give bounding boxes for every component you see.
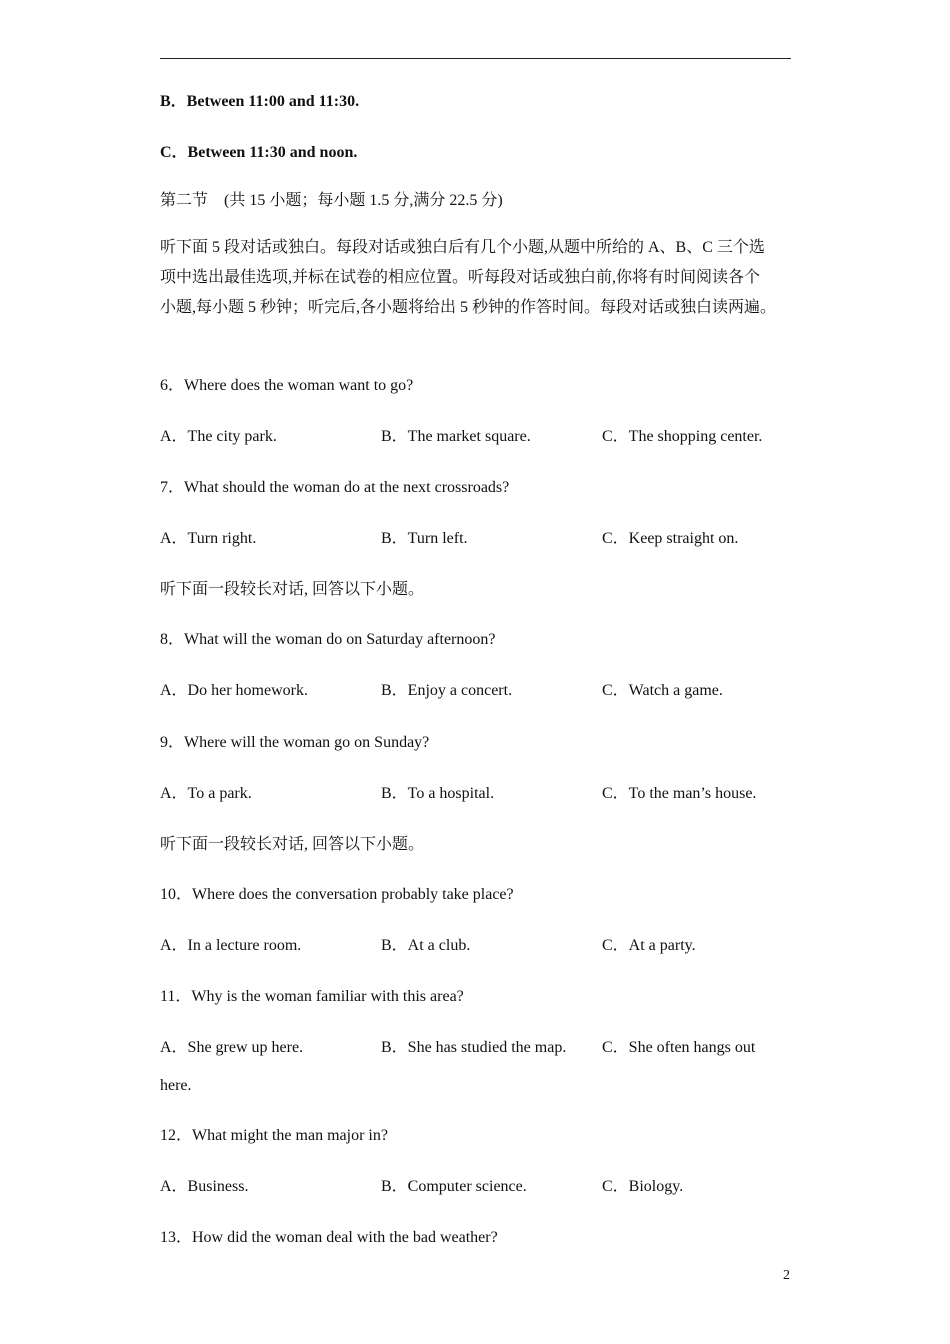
question-11: 11．Why is the woman familiar with this area? [160, 988, 464, 1005]
q12-option-a: A．Business. [160, 1178, 249, 1195]
q9-option-a: A．To a park. [160, 785, 252, 802]
option-c-prev: C．Between 11:30 and noon. [160, 144, 358, 161]
q10-option-b: B．At a club. [381, 937, 471, 954]
q11-option-c: C．She often hangs out [602, 1039, 756, 1056]
dialog-note-1: 听下面一段较长对话, 回答以下小题。 [160, 581, 425, 598]
q10-option-a: A．In a lecture room. [160, 937, 302, 954]
q6-option-c: C．The shopping center. [602, 428, 763, 445]
q8-option-b: B．Enjoy a concert. [381, 682, 513, 699]
q6-option-b: B．The market square. [381, 428, 531, 445]
q12-option-c: C．Biology. [602, 1178, 684, 1195]
section-title: 第二节 (共 15 小题；每小题 1.5 分,满分 22.5 分) [160, 192, 503, 209]
q7-option-c: C．Keep straight on. [602, 530, 739, 547]
q7-option-b: B．Turn left. [381, 530, 468, 547]
question-6: 6．Where does the woman want to go? [160, 377, 414, 394]
page-number: 2 [783, 1268, 790, 1283]
question-10: 10．Where does the conversation probably take place? [160, 886, 514, 903]
header-rule [160, 58, 791, 59]
q11-option-b: B．She has studied the map. [381, 1039, 567, 1056]
q10-option-c: C．At a party. [602, 937, 696, 954]
question-7: 7．What should the woman do at the next crossroads? [160, 479, 510, 496]
question-9: 9．Where will the woman go on Sunday? [160, 734, 430, 751]
q9-option-c: C．To the man’s house. [602, 785, 757, 802]
instruction-line-1: 听下面 5 段对话或独白。每段对话或独白后有几个小题,从题中所给的 A、B、C 三个选 [160, 239, 765, 256]
q12-option-b: B．Computer science. [381, 1178, 527, 1195]
q11-option-a: A．She grew up here. [160, 1039, 304, 1056]
question-13: 13．How did the woman deal with the bad weather? [160, 1229, 498, 1246]
option-b-prev: B．Between 11:00 and 11:30. [160, 93, 360, 110]
q8-option-c: C．Watch a game. [602, 682, 723, 699]
q8-option-a: A．Do her homework. [160, 682, 308, 699]
question-12: 12．What might the man major in? [160, 1127, 388, 1144]
q6-option-a: A．The city park. [160, 428, 277, 445]
instruction-line-2: 项中选出最佳选项,并标在试卷的相应位置。听每段对话或独白前,你将有时间阅读各个 [160, 269, 761, 286]
dialog-note-2: 听下面一段较长对话, 回答以下小题。 [160, 836, 425, 853]
q9-option-b: B．To a hospital. [381, 785, 495, 802]
question-8: 8．What will the woman do on Saturday afternoon? [160, 631, 496, 648]
q7-option-a: A．Turn right. [160, 530, 257, 547]
instruction-line-3: 小题,每小题 5 秒钟；听完后,各小题将给出 5 秒钟的作答时间。每段对话或独白读两遍。 [160, 299, 777, 316]
q11-option-c-continued: here. [160, 1077, 192, 1094]
